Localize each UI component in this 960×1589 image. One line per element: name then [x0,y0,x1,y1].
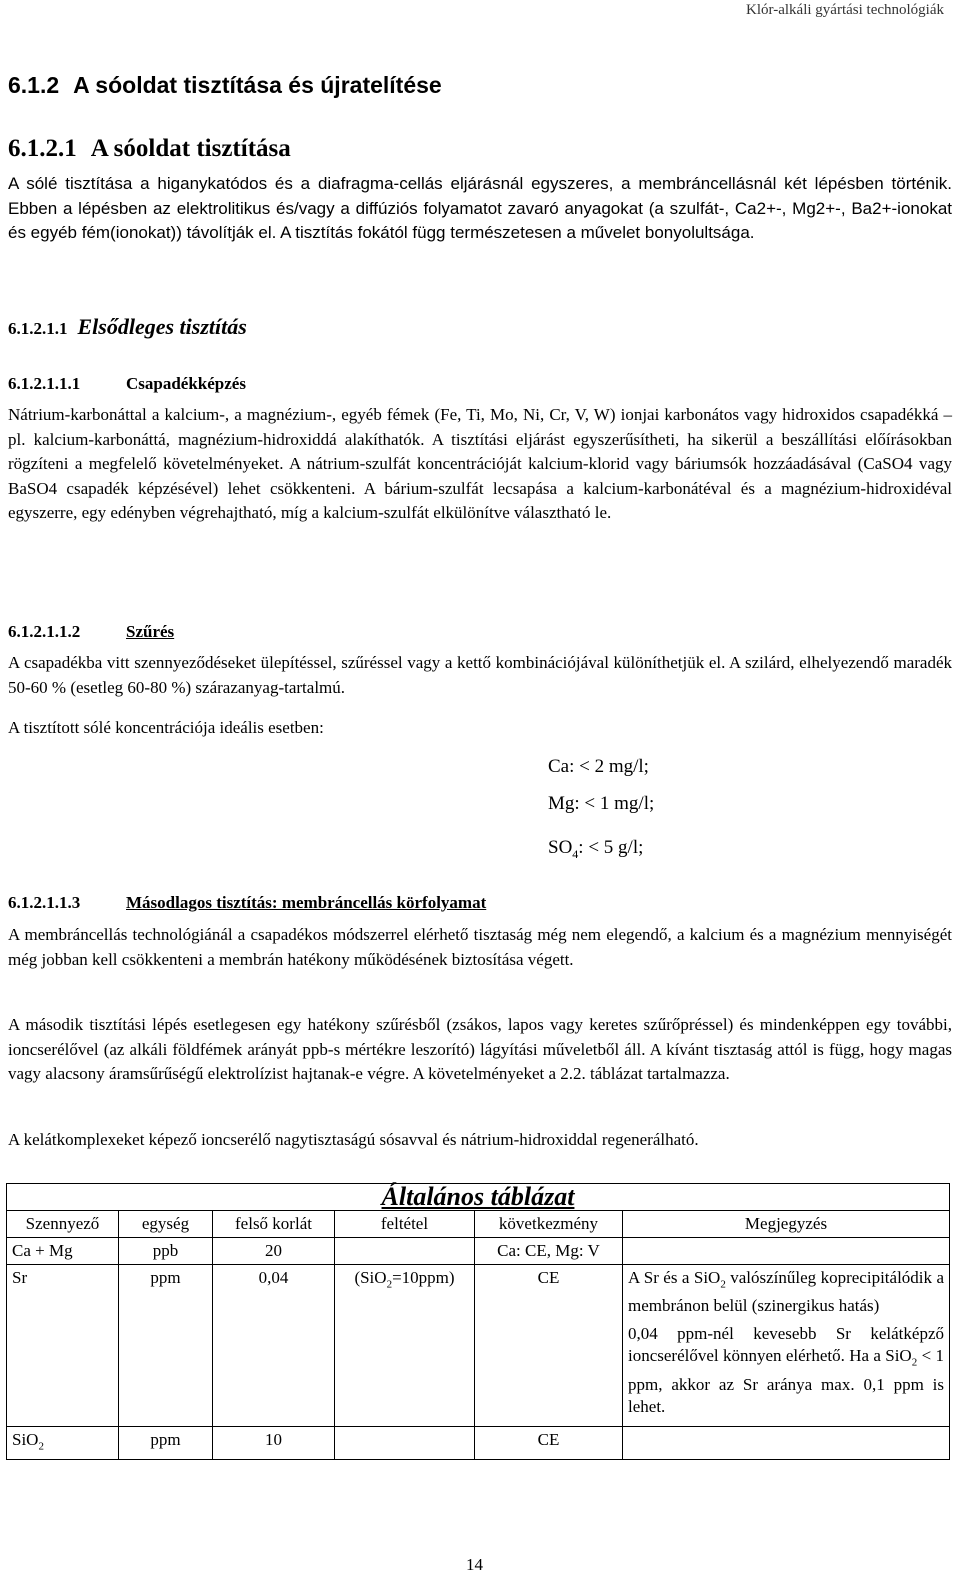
table-cell: 20 [213,1238,335,1265]
secondary-number: 6.1.2.1.1.3 [8,893,81,912]
table-header-row [7,1211,950,1238]
table-header: Szennyező [7,1211,119,1238]
secondary-paragraph-1: A membráncellás technológiánál a csapadékos módszerrel elérhető tisztaság még nem elegendő, a kalcium és a magnézium mennyiségét még jobban kell csökkenteni a membrán hatékony működésének biztosítása végett. [8,925,952,969]
concentration-intro: A tisztított sólé koncentrációja ideális esetben: [8,718,324,737]
table-cell: ppm [119,1426,213,1459]
page-number: 14 [466,1555,483,1574]
concentration-ca: Ca: < 2 mg/l; [548,756,649,777]
note2-part-a: 0,04 ppm-nél kevesebb Sr kelátképző ioncserélővel könnyen elérhető. Ha a SiO [628,1324,944,1366]
table-title-row [7,1184,950,1211]
note1-part-b: valószínűleg koprecipitálódik a membránon belül (szinergikus hatás) [628,1268,944,1316]
subsection-title: A sóoldat tisztítása [90,135,291,162]
table-cell [335,1265,475,1427]
table-cell: ppb [119,1238,213,1265]
pollutant-prefix: SiO [12,1429,39,1449]
secondary-paragraph-3: A kelátkomplexeket képező ioncserélő nagytisztaságú sósavval és nátrium-hidroxiddal regenerálható. [8,1130,699,1149]
primary-number: 6.1.2.1.1 [8,319,68,338]
table-note-cell [623,1265,950,1427]
table-cell [623,1426,950,1459]
subsection-heading [8,135,291,163]
section-heading [8,72,442,99]
general-table [6,1183,950,1460]
precipitation-heading [8,374,246,394]
table-cell: 10 [213,1426,335,1459]
filtration-title: Szűrés [126,622,175,641]
secondary-heading [8,893,486,913]
section-title: A sóoldat tisztítása és újratelítése [73,72,442,98]
table-row [7,1265,950,1427]
pollutant-subscript: 2 [38,1440,44,1453]
table-cell: ppm [119,1265,213,1427]
note1-part-a: A Sr és a SiO [628,1268,721,1287]
secondary-paragraph-2: A második tisztítási lépés esetlegesen egy hatékony szűrésből (zsákos, lapos vagy keretes szűrőpréssel) és mindenképpen egy további, ioncserélővel (az alkáli földfémek arányát ppb-s mértékre leszorító) lágyítási műveletből áll. A kívánt tisztaság attól is függ, hogy magas vagy alacsony áramsűrűségű elektrolízist hajtanak-e végre. A követelményeket a 2.2. táblázat tartalmazza. [8,1015,952,1083]
table-cell: CE [475,1426,623,1459]
note2-subscript: 2 [911,1356,918,1369]
table-header: egység [119,1211,213,1238]
table-row [7,1426,950,1459]
concentration-mg: Mg: < 1 mg/l; [548,793,655,814]
primary-heading [8,314,247,340]
table-title: Általános táblázat [7,1184,950,1211]
note1-subscript: 2 [720,1278,726,1291]
table-cell: 0,04 [213,1265,335,1427]
so4-suffix: : < 5 g/l; [578,837,644,858]
filtration-number: 6.1.2.1.1.2 [8,622,81,641]
table-header: felső korlát [213,1211,335,1238]
condition-prefix: (SiO [354,1268,387,1287]
table-header: következmény [475,1211,623,1238]
table-cell [335,1426,475,1459]
table-row [7,1238,950,1265]
note2-part-b: < 1 ppm, akkor az Sr aránya max. 0,1 ppm is lehet. [628,1346,944,1416]
so4-prefix: SO [548,837,573,858]
precipitation-title: Csapadékképzés [126,374,246,393]
table-cell: Ca + Mg [7,1238,119,1265]
precipitation-number: 6.1.2.1.1.1 [8,374,81,393]
so4-subscript: 4 [572,846,579,861]
filtration-heading [8,622,174,642]
table-cell: CE [475,1265,623,1427]
table-header: Megjegyzés [623,1211,950,1238]
condition-subscript: 2 [386,1278,393,1291]
running-header: Klór-alkáli gyártási technológiák [746,2,944,18]
table-header: feltétel [335,1211,475,1238]
section-number: 6.1.2 [8,72,60,98]
concentration-so4 [548,837,643,862]
primary-title: Elsődleges tisztítás [77,314,247,339]
condition-suffix: =10ppm) [392,1268,455,1287]
table-cell [623,1238,950,1265]
filtration-paragraph: A csapadékba vitt szennyeződéseket ülepítéssel, szűréssel vagy a kettő kombinációjával különíthetjük el. A szilárd, elhelyezendő maradék 50-60 % (esetleg 60-80 %) szárazanyag-tartalmú. [8,653,952,697]
secondary-title: Másodlagos tisztítás: membráncellás körfolyamat [126,893,487,912]
subsection-number: 6.1.2.1 [8,135,77,162]
table-cell: Sr [7,1265,119,1427]
table-cell: Ca: CE, Mg: V [475,1238,623,1265]
note-paragraph-1 [628,1267,944,1317]
precipitation-paragraph: Nátrium-karbonáttal a kalcium-, a magnézium-, egyéb fémek (Fe, Ti, Mo, Ni, Cr, V, W) ionjai karbonátos vagy hidroxidos csapadékká – pl. kalcium-karbonáttá, magnézium-hidroxiddá alakíthatók. A tisztítási eljárást egyszerűsítheti, ha sikerül a beszállítási előírásokban rögzíteni a megfelelő követelményeket. A nátrium-szulfát koncentrációját kalcium-klorid vagy báriumsók hozzáadásával (CaSO4 vagy BaSO4 csapadék képzésével) lehet csökkenteni. A bárium-szulfát lecsapása a kalcium-karbonátéval és a magnézium-hidroxidéval egyszerre, egy edényben végrehajtható, míg a kalcium-szulfát elkülönítve választható le. [8,405,952,522]
intro-paragraph: A sólé tisztítása a higanykatódos és a diafragma-cellás eljárásnál egyszeres, a membráncellásnál két lépésben történik. Ebben a lépésben az elektrolitikus és/vagy a diffúziós folyamatot zavaró anyagokat (a szulfát-, Ca2+-, Mg2+-, Ba2+-ionokat és egyéb fém(ionokat)) távolítják el. A tisztítás fokától függ természetesen a művelet bonyolultsága. [8,174,952,242]
note-paragraph-2 [628,1323,944,1417]
table-cell [335,1238,475,1265]
table-cell [7,1426,119,1459]
